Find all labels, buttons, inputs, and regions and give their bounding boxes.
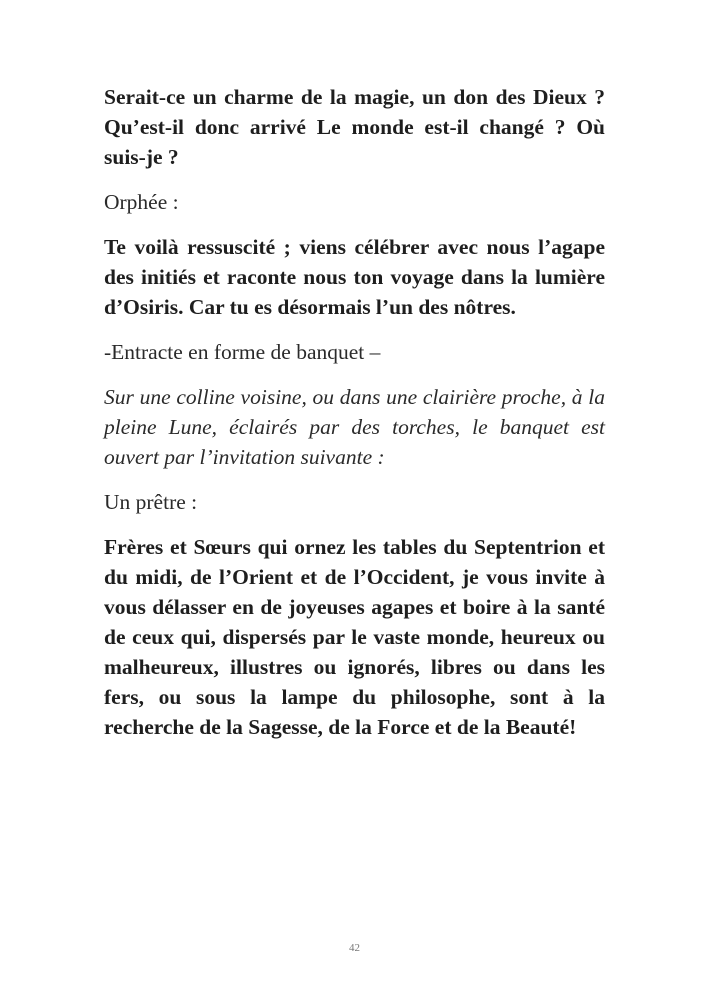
speaker-pretre: Un prêtre : bbox=[104, 490, 198, 514]
stage-direction: Sur une colline voisine, ou dans une clairière proche, à la pleine Lune, éclairés par des torches, le banquet est ouvert par l’invitation suivante : bbox=[104, 385, 605, 469]
paragraph-orphee-speech: Te voilà ressuscité ; viens célébrer avec nous l’agape des initiés et raconte nous ton voyage dans la lumière d’Osiris. Car tu es désormais l’un des nôtres. bbox=[104, 235, 605, 319]
page-number: 42 bbox=[349, 942, 360, 954]
entracte-heading: -Entracte en forme de banquet – bbox=[104, 340, 381, 364]
paragraph-pretre-speech: Frères et Sœurs qui ornez les tables du Septentrion et du midi, de l’Orient et de l’Occident, je vous invite à vous délasser en de joyeuses agapes et boire à la santé de ceux qui, dispersés par le vaste monde, heureux ou malheureux, illustres ou ignorés, libres ou dans les fers, ou sous la lampe du philosophe, sont à la recherche de la Sagesse, de la Force et de la Beauté! bbox=[104, 535, 605, 739]
page-body bbox=[104, 82, 605, 742]
speaker-orphee: Orphée : bbox=[104, 190, 179, 214]
paragraph-speech-question: Serait-ce un charme de la magie, un don des Dieux ? Qu’est-il donc arrivé Le monde est-il changé ? Où suis-je ? bbox=[104, 85, 605, 169]
